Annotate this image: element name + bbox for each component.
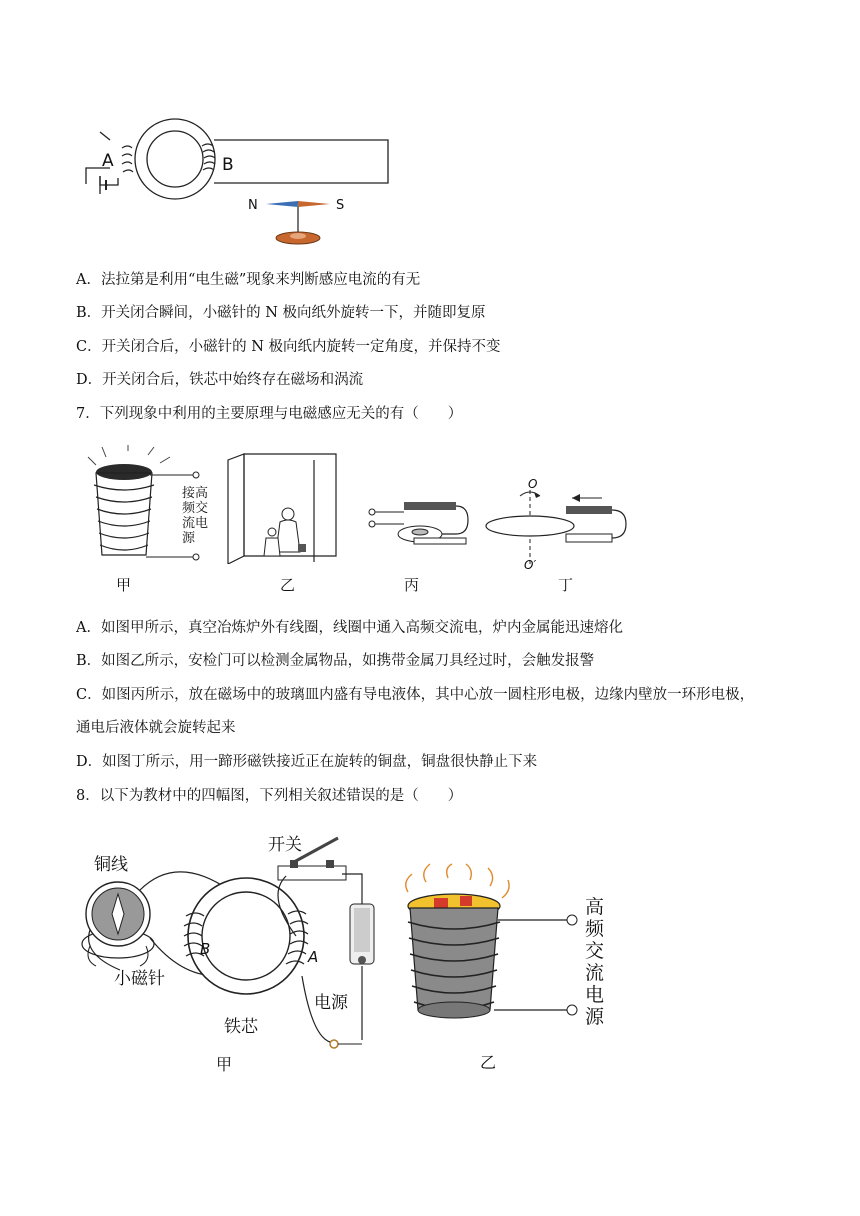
q8-label-power: 电源 xyxy=(314,993,348,1013)
q6-label-s: S xyxy=(336,198,345,213)
q7-furnace-label-char: 源 xyxy=(182,531,196,546)
q7-figure-ding xyxy=(484,476,634,571)
q8-label-a: A xyxy=(308,948,319,966)
q6-label-b: B xyxy=(222,155,234,175)
q8-stem: 8．以下为教材中的四幅图，下列相关叙述错误的是（ ） xyxy=(76,788,463,804)
q6-figure xyxy=(78,118,398,253)
q7-axis-o-prime: O′ xyxy=(524,558,537,571)
q8-caption-jia: 甲 xyxy=(216,1055,233,1074)
q7-furnace-label-char: 交 xyxy=(195,501,209,516)
q7-caption-jia: 甲 xyxy=(116,576,132,594)
q8-label-copper-wire: 铜线 xyxy=(94,855,128,875)
q8-label-b: B xyxy=(200,940,211,958)
q7-option-d: D．如图丁所示，用一蹄形磁铁接近正在旋转的铜盘，铜盘很快静止下来 xyxy=(76,754,538,770)
q6-label-a: A xyxy=(102,151,114,171)
q7-furnace-label-char: 频 xyxy=(182,501,196,516)
q7-stem: 7．下列现象中利用的主要原理与电磁感应无关的有（ ） xyxy=(76,406,463,422)
q8-source-char: 流 xyxy=(585,962,605,984)
q7-caption-bing: 丙 xyxy=(404,576,420,594)
q7-furnace-label-char: 接 xyxy=(182,486,196,501)
q8-label-needle: 小磁针 xyxy=(114,969,165,989)
q7-furnace-label-char: 高 xyxy=(195,486,209,501)
q8-source-char: 电 xyxy=(585,984,605,1006)
q7-option-c-cont: 通电后液体就会旋转起来 xyxy=(76,720,236,736)
q6-option-d: D．开关闭合后，铁芯中始终存在磁场和涡流 xyxy=(76,372,364,388)
q6-option-a: A．法拉第是利用“电生磁”现象来判断感应电流的有无 xyxy=(76,272,421,288)
q7-caption-ding: 丁 xyxy=(558,576,574,594)
q8-figure-jia xyxy=(76,826,376,1076)
q7-option-c: C．如图丙所示，放在磁场中的玻璃皿内盛有导电液体，其中心放一圆柱形电极，边缘内壁放一环形电极， xyxy=(76,687,755,703)
q7-figure-yi xyxy=(226,452,346,564)
q7-option-b: B．如图乙所示，安检门可以检测金属物品，如携带金属刀具经过时，会触发报警 xyxy=(76,653,595,669)
q7-furnace-label-char: 电 xyxy=(195,516,209,531)
q8-source-label xyxy=(585,896,607,1028)
q7-option-a: A．如图甲所示，真空冶炼炉外有线圈，线圈中通入高频交流电，炉内金属能迅速熔化 xyxy=(76,620,623,636)
q8-caption-yi: 乙 xyxy=(480,1053,497,1072)
q7-furnace-label-char: 流 xyxy=(182,516,196,531)
q6-option-c: C．开关闭合后，小磁针的 N 极向纸内旋转一定角度，并保持不变 xyxy=(76,339,501,355)
q8-label-core: 铁芯 xyxy=(224,1017,258,1037)
q6-label-n: N xyxy=(248,198,258,213)
q8-source-char: 频 xyxy=(585,918,605,940)
q7-furnace-label xyxy=(182,486,214,546)
compass-needle-icon xyxy=(266,201,330,244)
q8-source-char: 交 xyxy=(585,940,605,962)
q7-axis-o: O xyxy=(528,477,538,491)
q8-source-char: 高 xyxy=(585,896,605,918)
q8-label-switch: 开关 xyxy=(268,835,302,855)
q7-caption-yi: 乙 xyxy=(280,576,296,594)
q7-figure-bing xyxy=(364,498,474,573)
q6-option-b: B．开关闭合瞬间，小磁针的 N 极向纸外旋转一下，并随即复原 xyxy=(76,305,486,321)
q8-source-char: 源 xyxy=(585,1006,605,1028)
